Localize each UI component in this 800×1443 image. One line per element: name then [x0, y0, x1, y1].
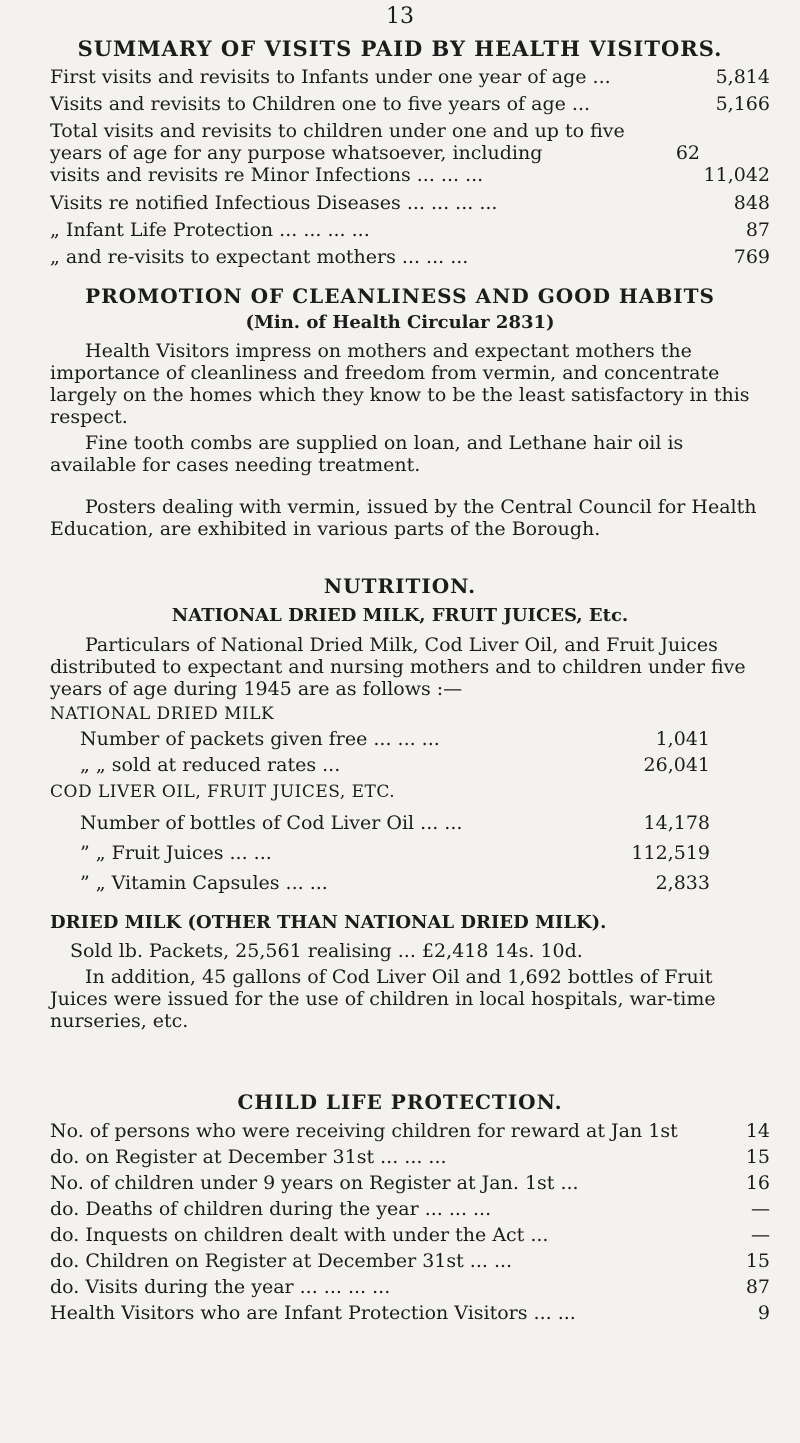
promotion-paragraph: Health Visitors impress on mothers and expectant mothers the importance of cleanliness and freedom from vermin, and concentrate largely on the homes which they know to be the least satisfactory in this respect. — [50, 340, 750, 428]
summary-row-value: 848 — [733, 192, 770, 214]
child-life-row-value: 15 — [745, 1250, 770, 1272]
dried-milk-heading: DRIED MILK (OTHER THAN NATIONAL DRIED MILK). — [50, 912, 607, 933]
clo-heading: COD LIVER OIL, FRUIT JUICES, ETC. — [50, 782, 396, 802]
nutrition-intro: Particulars of National Dried Milk, Cod Liver Oil, and Fruit Juices distributed to expectant and nursing mothers and to children under five years of age during 1945 are as follows :— — [50, 634, 746, 700]
clo-row-value: 112,519 — [631, 842, 710, 864]
nutrition-subtitle: NATIONAL DRIED MILK, FRUIT JUICES, Etc. — [171, 605, 629, 626]
nutrition-addition: In addition, 45 gallons of Cod Liver Oil and 1,692 bottles of Fruit Juices were issued for the use of children in local hospitals, war-time nurseries, etc. — [50, 966, 716, 1032]
child-life-row-value: — — [751, 1198, 770, 1220]
child-life-title: CHILD LIFE PROTECTION. — [237, 1090, 563, 1114]
summary-row-label: Visits re notified Infectious Diseases ... ... ... ... — [50, 192, 498, 214]
summary-title: SUMMARY OF VISITS PAID BY HEALTH VISITORS. — [77, 36, 723, 61]
clo-row-label: ” „ Fruit Juices ... ... — [80, 842, 272, 864]
ndm-row-label: „ „ sold at reduced rates ... — [80, 754, 341, 776]
summary-row-label: „ and re-visits to expectant mothers ... ... ... — [50, 246, 469, 268]
promotion-paragraph: Fine tooth combs are supplied on loan, and Lethane hair oil is available for cases needing treatment. — [50, 432, 684, 476]
clo-row-label: Number of bottles of Cod Liver Oil ... ... — [80, 812, 463, 834]
ndm-heading: NATIONAL DRIED MILK — [50, 704, 275, 724]
summary-row-label: Total visits and revisits to children under one and up to five — [50, 120, 625, 142]
child-life-row-label: Health Visitors who are Infant Protection Visitors ... ... — [50, 1302, 576, 1324]
clo-row-value: 14,178 — [643, 812, 710, 834]
child-life-row-label: do. Children on Register at December 31st ... ... — [50, 1250, 513, 1272]
child-life-row-label: do. Inquests on children dealt with under the Act ... — [50, 1224, 549, 1246]
summary-row-value: 87 — [745, 219, 770, 241]
summary-row-label: years of age for any purpose whatsoever, including — [50, 142, 543, 164]
child-life-row-value: — — [751, 1224, 770, 1246]
promotion-title: PROMOTION OF CLEANLINESS AND GOOD HABITS — [85, 284, 715, 308]
clo-row-label: ” „ Vitamin Capsules ... ... — [80, 872, 328, 894]
promotion-paragraph: Posters dealing with vermin, issued by the Central Council for Health Education, are exhibited in various parts of the Borough. — [50, 496, 757, 540]
child-life-row-value: 14 — [745, 1120, 770, 1142]
dried-milk-line: Sold lb. Packets, 25,561 realising ... £2,418 14s. 10d. — [70, 940, 583, 962]
summary-row-subvalue: 62 — [675, 142, 700, 164]
summary-row-label: visits and revisits re Minor Infections ... ... ... — [50, 164, 484, 186]
ndm-row-value: 1,041 — [655, 728, 710, 750]
child-life-row-label: No. of persons who were receiving children for reward at Jan 1st — [50, 1120, 678, 1142]
child-life-row-label: No. of children under 9 years on Register at Jan. 1st ... — [50, 1172, 579, 1194]
child-life-row-label: do. on Register at December 31st ... ... ... — [50, 1146, 447, 1168]
child-life-row-label: do. Deaths of children during the year ... ... ... — [50, 1198, 492, 1220]
clo-row-value: 2,833 — [655, 872, 710, 894]
ndm-row-value: 26,041 — [643, 754, 710, 776]
child-life-row-value: 9 — [757, 1302, 770, 1324]
promotion-subtitle: (Min. of Health Circular 2831) — [245, 312, 555, 333]
summary-row-label: „ Infant Life Protection ... ... ... ... — [50, 219, 370, 241]
child-life-row-value: 15 — [745, 1146, 770, 1168]
summary-row-value: 11,042 — [703, 164, 770, 186]
child-life-row-value: 16 — [745, 1172, 770, 1194]
summary-row-value: 769 — [733, 246, 770, 268]
ndm-row-label: Number of packets given free ... ... ... — [80, 728, 440, 750]
summary-row-label: Visits and revisits to Children one to five years of age ... — [50, 93, 591, 115]
summary-row-value: 5,166 — [715, 93, 770, 115]
child-life-row-label: do. Visits during the year ... ... ... ... — [50, 1276, 391, 1298]
page-number: 13 — [386, 4, 414, 29]
summary-row-label: First visits and revisits to Infants under one year of age ... — [50, 66, 611, 88]
nutrition-title: NUTRITION. — [323, 574, 477, 598]
summary-row-value: 5,814 — [715, 66, 770, 88]
child-life-row-value: 87 — [745, 1276, 770, 1298]
